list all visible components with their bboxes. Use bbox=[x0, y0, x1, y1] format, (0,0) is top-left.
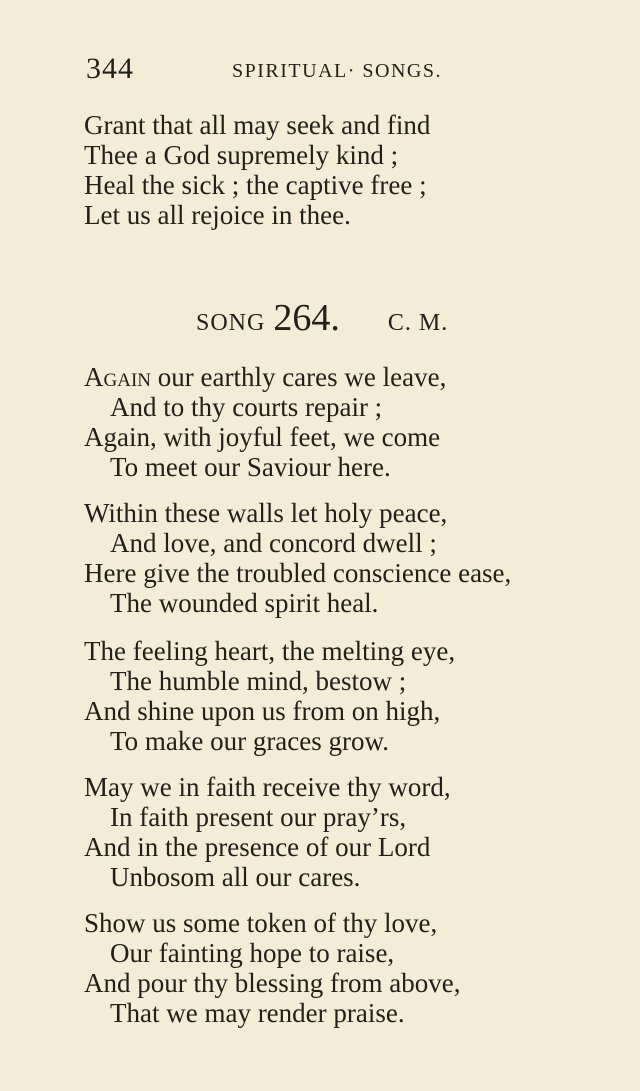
song-label: SONG bbox=[196, 310, 266, 336]
stanza-line: Let us all rejoice in thee. bbox=[84, 200, 351, 230]
stanza-line: The wounded spirit heal. bbox=[110, 588, 379, 618]
stanza-line: To meet our Saviour here. bbox=[110, 452, 391, 482]
stanza-5 bbox=[84, 908, 460, 1028]
stanza-3 bbox=[84, 636, 455, 756]
stanza-line: The feeling heart, the melting eye, bbox=[84, 636, 456, 666]
stanza-1 bbox=[84, 362, 446, 482]
intro-stanza bbox=[84, 110, 430, 230]
stanza-line: That we may render praise. bbox=[110, 998, 405, 1028]
stanza-line: Thee a God supremely kind ; bbox=[84, 140, 399, 170]
opening-word: Again bbox=[84, 362, 151, 392]
stanza-line: To make our graces grow. bbox=[110, 726, 390, 756]
stanza-line: Again, with joyful feet, we come bbox=[84, 422, 441, 452]
stanza-line: And pour thy blessing from above, bbox=[84, 968, 461, 998]
stanza-line: Within these walls let holy peace, bbox=[84, 498, 448, 528]
stanza-line: Here give the troubled conscience ease, bbox=[84, 558, 512, 588]
running-head: SPIRITUAL· SONGS. bbox=[232, 60, 442, 82]
stanza-line: And to thy courts repair ; bbox=[110, 392, 383, 422]
stanza-line: May we in faith receive thy word, bbox=[84, 772, 451, 802]
stanza-line: The humble mind, bestow ; bbox=[110, 666, 407, 696]
stanza-2 bbox=[84, 498, 511, 618]
stanza-line bbox=[84, 362, 446, 392]
song-meter: C. M. bbox=[387, 310, 449, 336]
stanza-line: Show us some token of thy love, bbox=[84, 908, 438, 938]
stanza-line: Heal the sick ; the captive free ; bbox=[84, 170, 427, 200]
stanza-line: In faith present our pray’rs, bbox=[110, 802, 407, 832]
opening-line-rest: our earthly cares we leave, bbox=[151, 362, 447, 392]
stanza-4 bbox=[84, 772, 451, 892]
song-heading bbox=[196, 296, 448, 340]
stanza-line: Grant that all may seek and find bbox=[84, 110, 431, 140]
page-number: 344 bbox=[86, 52, 134, 85]
stanza-line: Our fainting hope to raise, bbox=[110, 938, 395, 968]
stanza-line: And shine upon us from on high, bbox=[84, 696, 441, 726]
song-number: 264. bbox=[273, 297, 340, 339]
page-header bbox=[86, 52, 506, 88]
stanza-line: And in the presence of our Lord bbox=[84, 832, 431, 862]
stanza-line: Unbosom all our cares. bbox=[110, 862, 361, 892]
stanza-line: And love, and concord dwell ; bbox=[110, 528, 437, 558]
